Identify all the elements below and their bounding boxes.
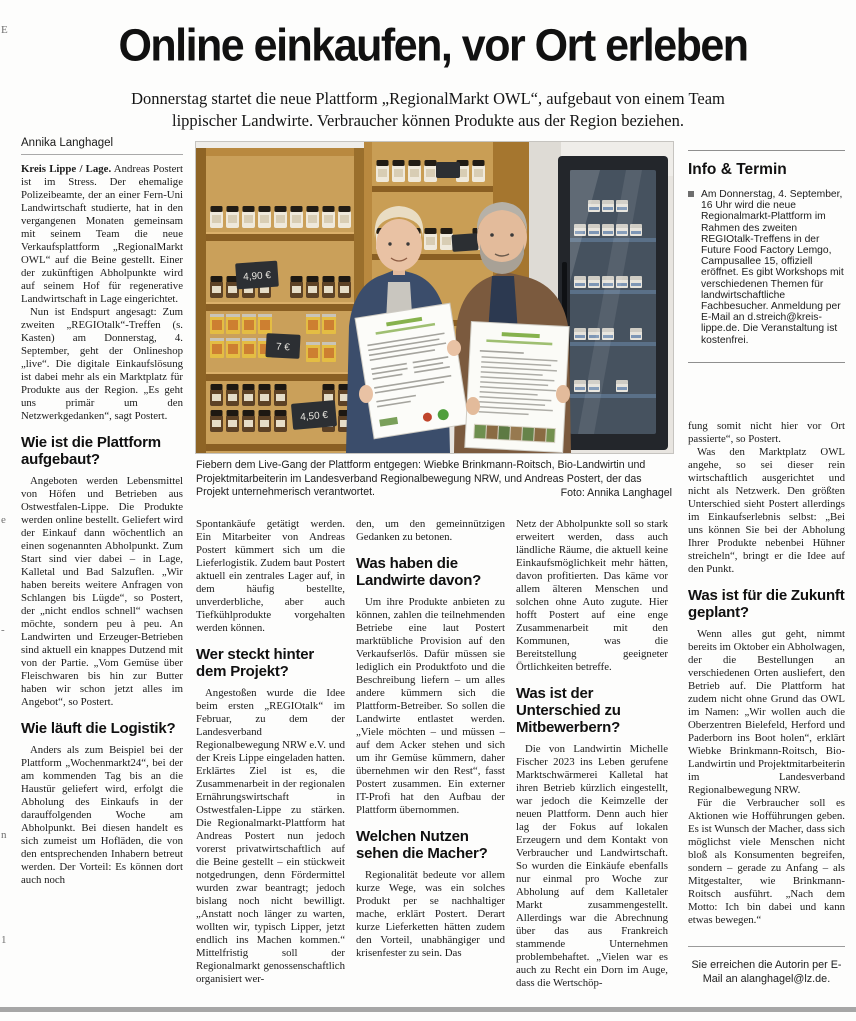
- column-2: [196, 518, 345, 986]
- info-box-item: [688, 189, 845, 346]
- column-5: [688, 420, 845, 927]
- price-tag-3-text: 4,50 €: [299, 409, 329, 424]
- price-tag-1: [235, 261, 279, 290]
- photo-credit: Foto: Annika Langhagel: [553, 487, 672, 501]
- section-heading: Was ist für die Zukunft geplant?: [688, 587, 845, 621]
- paragraph: Regionalität bedeute vor allem kurze Wege, was ein solches Produkt per se nachhaltiger mache, erklärt Postert. Derart kurze Lieferketten hätten zudem den Vorteil, unabhängiger und krisenfester zu sein. Das: [356, 869, 505, 959]
- page-edge-artifacts: [0, 0, 12, 1021]
- info-box-text: Am Donnerstag, 4. September, 16 Uhr wird die neue Regionalmarkt-Plattform im Rahmen des zweiten REGIOtalk-Treffens in der Future Food Factory Lemgo, Campusallee 15, offiziell eröffnet. Es gibt Workshops mit verschiedenen Themen für landwirtschaftliche Fachbesucher. Anmeldung per E-Mail an d.streich@kreis-lippe.de. Die Veranstaltung ist kostenfrei.: [701, 189, 844, 346]
- paragraph: den, um den gemeinnützigen Gedanken zu betonen.: [356, 518, 505, 543]
- edge-fragment: e: [1, 514, 6, 526]
- price-tag-2-text: 7 €: [275, 341, 291, 354]
- paragraph: Spontankäufe getätigt werden. Ein Mitarbeiter von Andreas Postert kümmert sich um die Lieferlogistik. Zudem baut Postert aktuell ein zentrales Lager auf, in dem häufig bestellte, unverderbliche, aber auch Tiefkühlprodukte vorgehalten werden können.: [196, 518, 345, 634]
- page-bottom-rule: [0, 1007, 856, 1012]
- paragraph: Die von Landwirtin Michelle Fischer 2023 ins Leben gerufene Marktschwärmerei Kalletal hat ihren Betrieb kürzlich eingestellt, war jedoch die Keimzelle der neuen Plattform. Denn auch hier lag der Fokus auf lokalen Erzeugern und dem Kontakt von Verbraucher und Landwirtschaft. So wurden die Einkäufe ebenfalls nur einmal pro Woche zur Abholung auf dem Kalletaler Markt zusammengestellt. Allerdings war die Abrechnung über das aus Frankreich stammende Unternehmen problembehaftet. „Vielen war es auch zu Recht ein Dorn im Auge, dass die Wertschöp-: [516, 743, 668, 989]
- bullet-square-icon: [688, 191, 694, 197]
- paragraph-text: Andreas Postert ist im Stress. Der ehemalige Polizeibeamte, der an einer Fern-Uni Landwirtschaft studierte, hat in den vergangenen Monaten gemeinsam mit seinem Team die neue Verkaufsplattform „RegionalMarkt OWL“ auf die Beine gestellt. Einer der zukünftigen Abholpunkte wird auf seinem Hof für regenerative Landwirtschaft in Lage eingerichtet.: [21, 163, 183, 305]
- paragraph: Nun ist Endspurt angesagt: Zum zweiten „REGIOtalk“-Treffen (s. Kasten) am Donnerstag, 4. September, geht der Onlineshop „live“. Die digitale Einkaufslösung ist dabei mehr als ein Marktplatz für Produkte aus der Region. „Es geht uns primär um den Netzwerkgedanken“, sagt Postert.: [21, 306, 183, 422]
- paragraph: Anders als zum Beispiel bei der Plattform „Wochenmarkt24“, bei der am kommenden Tag bis an die Haustür geliefert wird, erfolgt die Abholung des Einkaufs in der darauffolgenden Woche am Abholpunkt. Bei diesen handelt es sich zumeist um Hofläden, die von den entsprechenden Inhabern betreut werden. Der Vorteil: Es können dort auch noch: [21, 744, 183, 886]
- author-byline: Annika Langhagel: [21, 137, 183, 155]
- article-subheadline: Donnerstag startet die neue Plattform „RegionalMarkt OWL“, aufgebaut von einem Team lippischer Landwirte. Verbraucher können Produkte aus der Region beziehen.: [131, 89, 725, 130]
- article-photo: [195, 141, 674, 454]
- section-heading: Wie ist die Plattform aufgebaut?: [21, 434, 161, 468]
- paragraph: Angeboten werden Lebensmittel von Höfen und Betrieben aus Ostwestfalen-Lippe. Die Produkte werden online bestellt. Geliefert wird der Einkauf dann wöchentlich an einen sogenannten Abholpunkt. Zum Start sind vier dabei – in Lage, Kalletal und Bad Salzuflen. „Wir haben bereits weitere Anfragen von Schlangen bis Lügde“, so Postert, der „nicht endlos schnell“ wachsen möchte, sondern peu à peu. An Landwirten und Erzeuger-Betrieben sind aktuell ein knappes Dutzend mit von der Partie. „Vom Gemüse über Fleischwaren bis hin zur Butter haben wir schon jetzt alles im Angebot“, so Postert.: [21, 475, 183, 708]
- paragraph: Was den Marktplatz OWL angehe, so sei dieser rein wirtschaftlich ausgerichtet und nicht als Netzwerk. Den größten Unterschied sieht Postert allerdings im Einkaufserlebnis selbst: „Bei uns können Sie bei der Abholung Ihrer Produkte nebenbei Hühner streicheln“, bringt er die Idee auf den Punkt.: [688, 446, 845, 575]
- author-contact-note: Sie erreichen die Autorin per E-Mail an alanghagel@lz.de.: [688, 946, 845, 986]
- paragraph: [21, 163, 183, 306]
- paragraph: Angestoßen wurde die Idee beim ersten „REGIOtalk“ im Februar, zu dem der Landesverband Regionalbewegung NRW e.V. und der Kreis Lippe eingeladen hatten. Erklärtes Ziel ist es, die Zusammenarbeit in der regionalen Ernährungswirtschaft in Ostwestfalen-Lippe zu stärken. Die Regionalmarkt-Plattform hat Andreas Postert nun jedoch vorerst privatwirtschaftlich auf die Beine gestellt – ein stückweit notgedrungen, denn Fördermittel wurden zwar beantragt; jedoch bislang noch nicht bewilligt. „Anstatt noch länger zu warten, wollten wir, typisch Lipper, jetzt endlich ins Machen kommen.“ Mittelfristig soll der Regionalmarkt genossenschaftlich organisiert wer-: [196, 687, 345, 985]
- price-tag-2: [265, 333, 300, 359]
- photo-caption: [196, 459, 672, 503]
- small-chalk-tag: [436, 162, 460, 178]
- column-1: [21, 163, 183, 887]
- edge-fragment: E: [1, 24, 8, 36]
- section-heading: Wer steckt hinter dem Projekt?: [196, 646, 315, 680]
- certificate-woman: [355, 303, 469, 439]
- certificate-man: [465, 322, 569, 453]
- info-box: [688, 150, 845, 363]
- section-heading: Wie läuft die Logistik?: [21, 720, 176, 737]
- edge-fragment: n: [1, 829, 7, 841]
- column-3: [356, 518, 505, 960]
- small-chalk-tag: [451, 233, 478, 252]
- photo-caption-text: Fiebern dem Live-Gang der Plattform entgegen: Wiebke Brinkmann-Roitsch, Bio-Landwirtin und Projektmitarbeiterin im Landesverband Regionalbewegung NRW, und Andreas Postert, der das Projekt unternehmerisch verantwortet.: [196, 459, 646, 499]
- dateline: Kreis Lippe / Lage.: [21, 163, 112, 175]
- section-heading: Was ist der Unterschied zu Mitbewerbern?: [516, 685, 621, 736]
- shop-photo-illustration: [196, 142, 673, 453]
- paragraph: Wenn alles gut geht, nimmt bereits im Oktober ein Abholwagen, der die Bestellungen an verschiedenen Orten ausliefert, den Betrieb auf. Die Plattform hat zudem nicht ohne Grund das OWL im Namen: „Wir wollen auch die Oberzentren Bielefeld, Herford und Paderborn ins Boot holen“, erklärt Wiebke Brinkmann-Roitsch, Bio-Landwirtin und Projektmitarbeiterin im Landesverband Regionalbewegung NRW.: [688, 628, 845, 796]
- section-heading: Welchen Nutzen sehen die Macher?: [356, 828, 488, 862]
- paragraph: fung somit nicht hier vor Ort passierte“, so Postert.: [688, 420, 845, 445]
- paragraph: Für die Verbraucher soll es Aktionen wie Hofführungen geben. Es ist Wunsch der Macher, dass sich möglichst viele Menschen nicht bloß als Konsumenten begreifen, sondern – gerade zu Anfang – als Mitgestalter, wie Brinkmann-Roitsch ausführt. „Nach dem Motto: Ich bin dabei und kann etwas bewegen.“: [688, 797, 845, 926]
- info-box-title: Info & Termin: [688, 161, 787, 178]
- section-heading: Was haben die Landwirte davon?: [356, 555, 482, 589]
- column-4: [516, 518, 668, 990]
- price-tag-1-text: 4,90 €: [242, 270, 272, 283]
- edge-fragment: -: [1, 624, 5, 636]
- paragraph: Um ihre Produkte anbieten zu können, zahlen die teilnehmenden Betriebe eine laut Postert marktübliche Provision auf den Verkaufserlös. Dafür müssen sie lediglich ein Produktfoto und die Beschreibung liefern – um alles andere kümmern sich die Plattform-Betreiber. So sollen die Landwirte entlastet werden. „Viele möchten – und müssen – auf dem Acker stehen und sich um ihr Gemüse kümmern, daher übernehmen wir den Rest“, fasst Postert zusammen. Ein externer IT-Profi hat den Aufbau der Plattform übernommen.: [356, 596, 505, 816]
- price-tag-3: [291, 400, 337, 430]
- article-headline: Online einkaufen, vor Ort erleben: [118, 20, 748, 71]
- paragraph: Netz der Abholpunkte soll so stark erweitert werden, dass auch ländliche Räume, die aktuell keine Einkaufsmöglichkeit mehr hätten, davon profitierten. Das käme vor allem älteren Menschen und solchen ohne Auto zugute. Hier hofft Postert auf eine enge Zusammenarbeit mit den Kommunen, was die Bereitstellung geeigneter Örtlichkeiten betreffe.: [516, 518, 668, 673]
- edge-fragment: 1: [1, 934, 7, 946]
